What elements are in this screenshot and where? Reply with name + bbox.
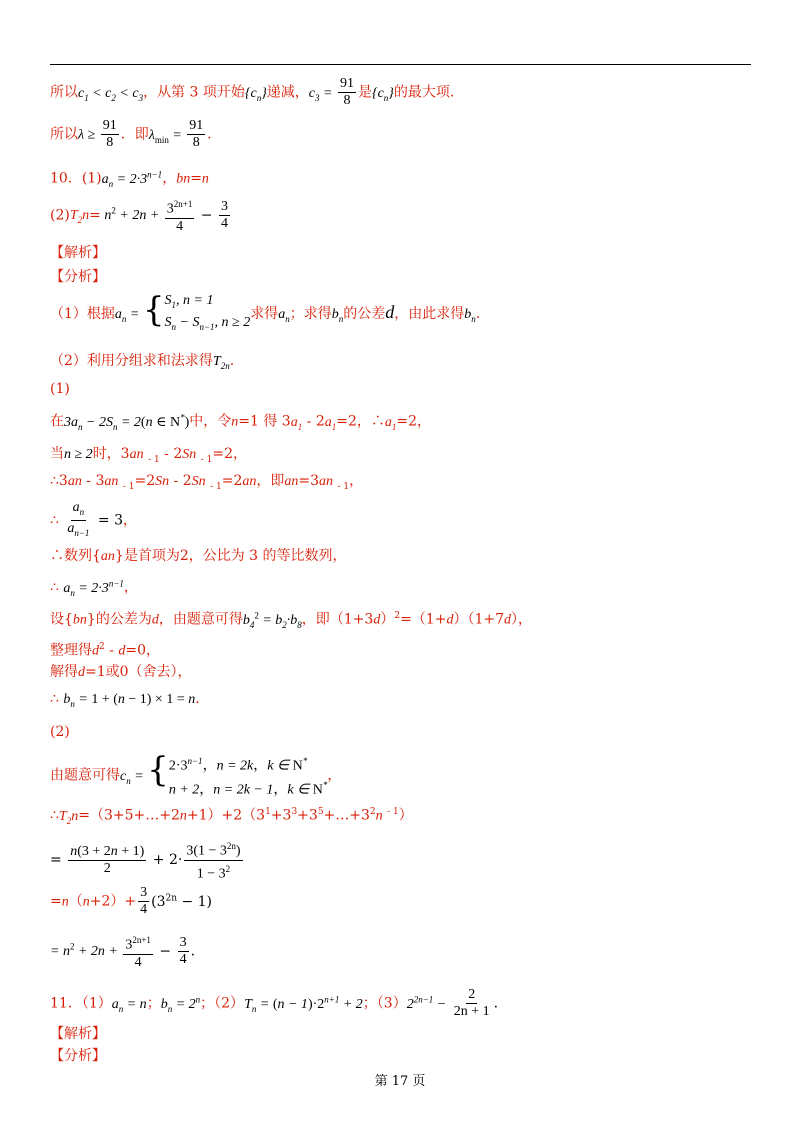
answer-10-part1: 10．$(1)a_n = 2\cdot 3^{n-1}$，bn=n [50,169,209,189]
derivation-9: 解得d=1或0（舍去）， [50,664,192,680]
derivation-12: $\therefore T_2n=(3+5+\dots+2n+1)+2(3^1+3^3+3^5+\dots+3^2n$ $^{- 1}$） [50,807,413,826]
answer-11: 11．$(1)a_n = n$；$b_n = 2^n$；$(2)T_n = (n - 1)\cdot 2^{n+1} + 2$；$(3)2^{2n-1}$ − $\frac{2}{2n + 1}$ . [50,987,499,1019]
derivation-2: 当n ≥ 2时，3an $_{- 1}$ - 2Sn $_{- 1}$=2， [50,446,247,465]
header-rule [50,64,751,65]
derivation-13: = $\frac{n(3 + 2n + 1)}{2}$ + 2· $\frac{3(1 - 3^{2n})}{1 - 3^2}$ [50,838,245,882]
answer-10-part2: $(2)T_2n= n^2 + 2n$ + $\frac{3^{2n+1}}{4}$ − $\frac{3}{4}$ [50,196,232,235]
derivation-11: 由题意可得$c_n$ = { $2\cdot 3^{n-1}$，n = 2k，k ∈ N* n + 2，n = 2k − 1，k ∈ N* ， [50,750,342,798]
derivation-4: ∴ $\frac{a_n}{a_{n-1}}$ = 3， [50,500,137,538]
derivation-15: = $n^2 + 2n$ + $\frac{3^{2n+1}}{4}$ − $\frac{3}{4}$ . [50,932,195,971]
derivation-14: =n（n+2）+ $\frac{3}{4}$ $(3^{2n} - 1)$ [50,885,213,917]
derivation-5: ∴数列{an}是首项为2，公比为 3 的等比数列， [50,548,347,564]
analysis-1: （1）根据$a_n$ = { $S_1$, n = 1 $S_n - S_{n-1}$, n ≥ 2 求得$a_n$；求得$b_n$的公差d，由此求得$b_n$. [50,290,481,332]
derivation-6: ∴ $a_n = 2\cdot 3^{n-1}$， [50,578,138,598]
derivation-3: ∴3an - 3an $_{- 1}$=2Sn - 2Sn $_{- 1}$=2an，即an=3an $_{- 1}$， [50,473,364,492]
text-line-2: 所以λ ≥ $\frac{91}{8}$ ．即$\lambda_{min}$ = $\frac{91}{8}$ ． [50,118,222,150]
section-fenxi-11: 【分析】 [50,1048,106,1064]
section-fenxi: 【分析】 [50,269,106,285]
section-jiexi-11: 【解析】 [50,1026,106,1042]
text-line-1: 所以$c_1 < c_2 < c_3$，从第 3 项开始$\{c_n\}$递减，$c_3$ = $\frac{91}{8}$ 是$\{c_n\}$的最大项. [50,76,455,108]
page-number: 第 17 页 [374,1074,426,1089]
derivation-1: 在$3a_n - 2S_n = 2(n$ ∈ N*)中，令n=1 得 $3a_1 - 2a_1=2$，$\therefore a_1=2$， [50,412,432,432]
section-jiexi: 【解析】 [50,245,106,261]
derivation-10: ∴ $b_n = 1 + (n - 1) \times 1 = n$. [50,691,200,709]
derivation-7: 设{bn}的公差为d，由题意可得$b_4^2 = b_2\cdot b_8$，即$(1+3d)^2=(1+d)(1+7d)$， [50,610,532,630]
analysis-2: （2）利用分组求和法求得$T_{2n}$. [50,353,235,371]
part1-label: (1) [50,381,70,397]
derivation-8: 整理得$d^2 - d=0$， [50,642,161,659]
part2-label: (2) [50,724,70,740]
